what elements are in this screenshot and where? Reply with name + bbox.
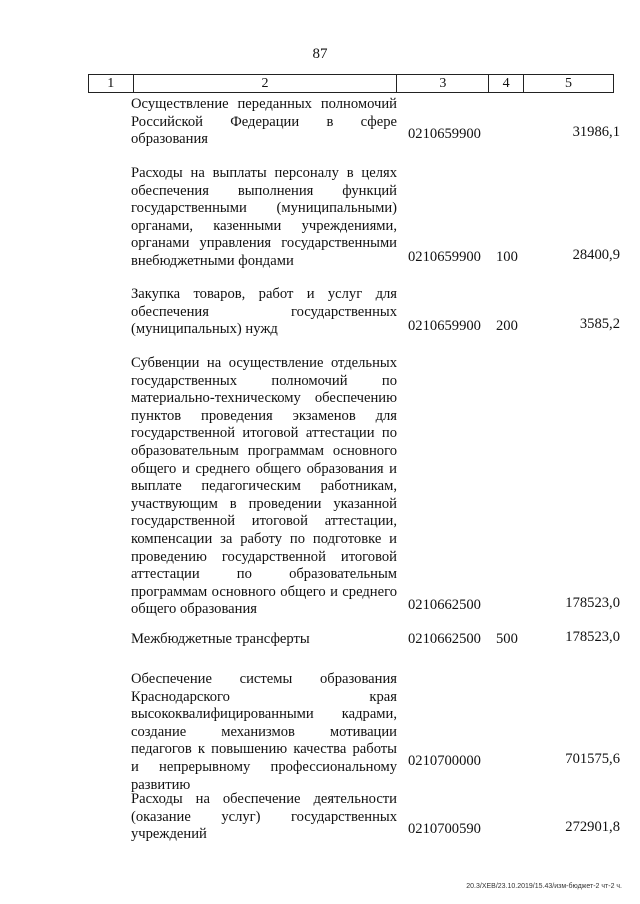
column-header-row (89, 75, 614, 93)
row-code: 0210700000 (408, 753, 481, 769)
page-number: 87 (312, 46, 328, 62)
row-code: 0210659900 (408, 126, 481, 142)
row-amount: 701575,6 (565, 751, 620, 767)
row-amount: 272901,8 (565, 819, 620, 835)
row-expense-type: 500 (496, 631, 518, 647)
column-header-4: 4 (489, 75, 524, 93)
row-amount: 31986,1 (572, 124, 620, 140)
row-description: Расходы на выплаты персоналу в целях обеспечения выполнения функций государственными (муниципальными) органами, казенными учреждениями, органами управления государственными внебюджетными фондами (131, 165, 397, 269)
row-expense-type: 200 (496, 318, 518, 334)
row-amount: 178523,0 (565, 629, 620, 645)
column-header-2: 2 (133, 75, 397, 93)
row-description: Межбюджетные трансферты (131, 631, 310, 647)
row-code: 0210700590 (408, 821, 481, 837)
column-header-1: 1 (89, 75, 134, 93)
row-code: 0210659900 (408, 249, 481, 265)
column-header-5: 5 (523, 75, 613, 93)
row-description: Осуществление переданных полномочий Российской Федерации в сфере образования (131, 96, 397, 148)
row-code: 0210662500 (408, 597, 481, 613)
row-code: 0210659900 (408, 318, 481, 334)
row-description: Расходы на обеспечение деятельности (оказание услуг) государственных учреждений (131, 791, 397, 843)
row-expense-type: 100 (496, 249, 518, 265)
row-description: Закупка товаров, работ и услуг для обеспечения государственных (муниципальных) нужд (131, 286, 397, 338)
row-amount: 178523,0 (565, 595, 620, 611)
column-header-3: 3 (397, 75, 489, 93)
row-amount: 3585,2 (579, 316, 620, 332)
footer-document-code: 20.3/ХЕВ/23.10.2019/15.43/изм-бюджет-2 чт-2 ч. (466, 883, 622, 890)
row-description: Субвенции на осуществление отдельных государственных полномочий по материально-техническому обеспечению пунктов проведения экзаменов для государственной итоговой аттестации по образовательным программам основного общего и среднего общего образования и выплате педагогическим работникам, участвующим в проведении указанной государственной итоговой аттестации, компенсации за работу по подготовке и проведению государственной итоговой аттестации по образовательным программам основного общего и среднего общего образования (131, 355, 397, 618)
row-code: 0210662500 (408, 631, 481, 647)
row-description: Обеспечение системы образования Краснодарского края высококвалифицированными кадрами, создание механизмов мотивации педагогов к повышению качества работы и непрерывному профессиональному развитию (131, 671, 397, 793)
column-header-table (88, 74, 614, 93)
row-amount: 28400,9 (572, 247, 620, 263)
